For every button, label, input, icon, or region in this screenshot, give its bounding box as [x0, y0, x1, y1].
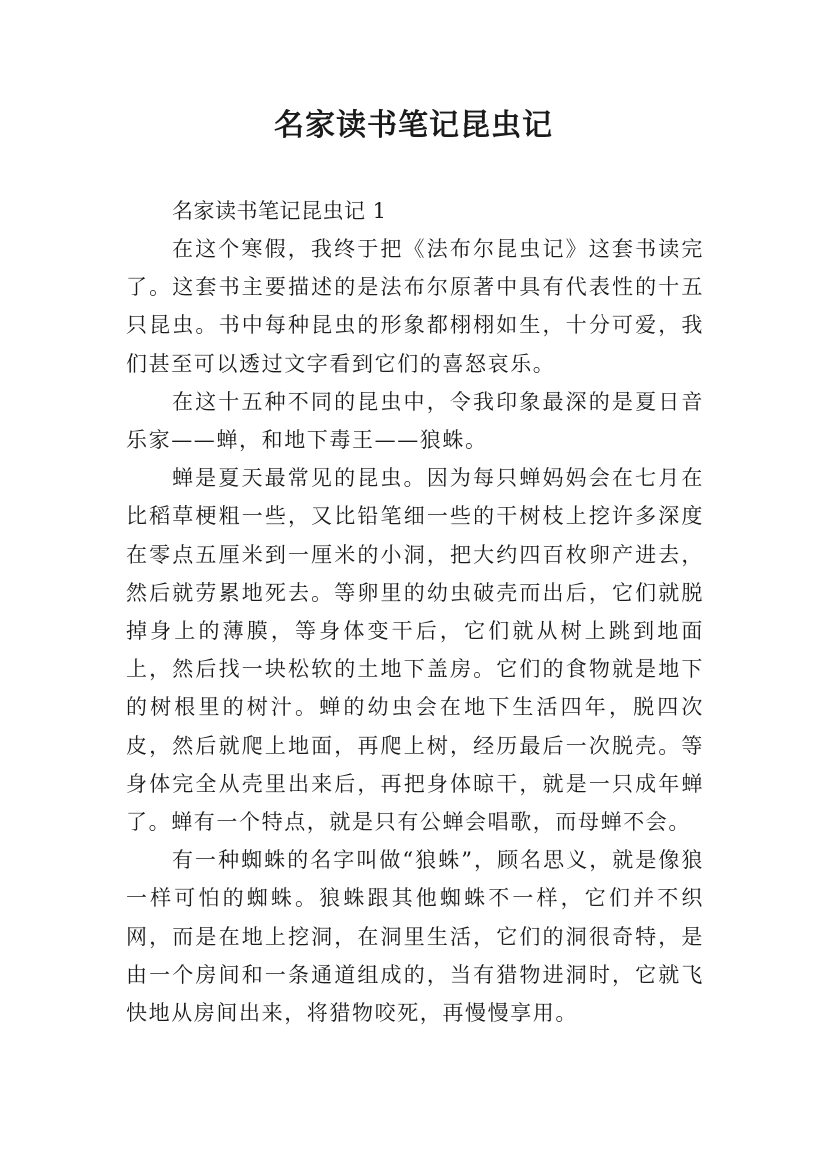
document-body — [126, 192, 704, 1032]
paragraph: 有一种蜘蛛的名字叫做“狼蛛”，顾名思义，就是像狼一样可怕的蜘蛛。狼蛛跟其他蜘蛛不一样，它们并不织网，而是在地上挖洞，在洞里生活，它们的洞很奇特，是由一个房间和一条通道组成的，当有猎物进洞时，它就飞快地从房间出来，将猎物咬死，再慢慢享用。 — [126, 848, 704, 1026]
paragraph: 在这个寒假，我终于把《法布尔昆虫记》这套书读完了。这套书主要描述的是法布尔原著中具有代表性的十五只昆虫。书中每种昆虫的形象都栩栩如生，十分可爱，我们甚至可以透过文字看到它们的喜怒哀乐。 — [126, 237, 704, 376]
paragraph: 蝉是夏天最常见的昆虫。因为每只蝉妈妈会在七月在比稻草梗粗一些，又比铅笔细一些的干树枝上挖许多深度在零点五厘米到一厘米的小洞，把大约四百枚卵产进去，然后就劳累地死去。等卵里的幼虫破壳而出后，它们就脱掉身上的薄膜，等身体变干后，它们就从树上跳到地面上，然后找一块松软的土地下盖房。它们的食物就是地下的树根里的树汁。蝉的幼虫会在地下生活四年，脱四次皮，然后就爬上地面，再爬上树，经历最后一次脱壳。等身体完全从壳里出来后，再把身体晾干，就是一只成年蝉了。蝉有一个特点，就是只有公蝉会唱歌，而母蝉不会。 — [126, 466, 704, 835]
section-heading: 名家读书笔记昆虫记 1 — [172, 199, 387, 223]
paragraph: 在这十五种不同的昆虫中，令我印象最深的是夏日音乐家——蝉，和地下毒王——狼蛛。 — [126, 389, 704, 453]
document-title: 名家读书笔记昆虫记 — [274, 108, 553, 143]
